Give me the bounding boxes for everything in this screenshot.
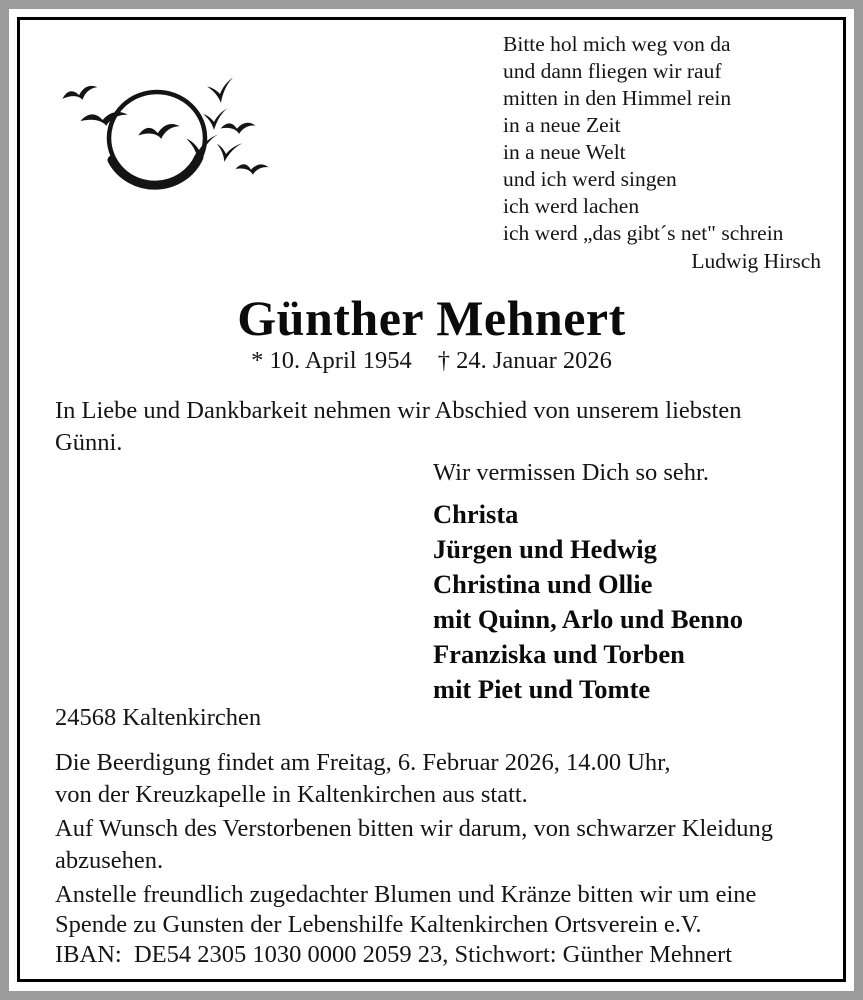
bird-icon bbox=[235, 160, 269, 177]
bird-icon bbox=[80, 110, 127, 127]
bird-icon bbox=[138, 124, 179, 139]
poem-line: Bitte hol mich weg von da bbox=[503, 32, 731, 56]
city-line: 24568 Kaltenkirchen bbox=[55, 704, 262, 731]
bird-icon bbox=[220, 119, 256, 136]
deceased-name: Günther Mehnert bbox=[237, 290, 626, 346]
notice-border-frame bbox=[17, 17, 846, 982]
donation-paragraph bbox=[55, 880, 756, 970]
mourner-line: mit Piet und Tomte bbox=[433, 674, 651, 704]
poem-line: und dann fliegen wir rauf bbox=[503, 59, 722, 83]
death-date: † 24. Januar 2026 bbox=[437, 347, 612, 374]
poem-attribution: Ludwig Hirsch bbox=[691, 249, 821, 273]
poem-line: ich werd „das gibt´s net" schrein bbox=[503, 221, 784, 245]
poem-line: und ich werd singen bbox=[503, 167, 677, 191]
funeral-line: von der Kreuzkapelle in Kaltenkirchen aus statt. bbox=[55, 781, 528, 808]
poem-line: in a neue Welt bbox=[503, 140, 626, 164]
mourner-line: Jürgen und Hedwig bbox=[433, 534, 657, 564]
farewell-line: Wir vermissen Dich so sehr. bbox=[433, 459, 709, 486]
sun-with-birds-icon bbox=[55, 78, 275, 190]
mourners-list bbox=[433, 497, 743, 707]
clothing-line: abzusehen. bbox=[55, 847, 164, 874]
bird-icon bbox=[214, 138, 243, 165]
intro-line: In Liebe und Dankbarkeit nehmen wir Abschied von unserem liebsten bbox=[55, 397, 742, 424]
donation-line: Anstelle freundlich zugedachter Blumen und Kränze bitten wir um eine bbox=[55, 881, 757, 908]
sun-circle-brushstroke bbox=[112, 157, 199, 185]
bird-icon bbox=[61, 85, 98, 102]
intro-paragraph bbox=[55, 395, 742, 459]
donation-iban-line: IBAN: DE54 2305 1030 0000 2059 23, Stichwort: Günther Mehnert bbox=[55, 941, 733, 968]
life-dates bbox=[20, 346, 843, 376]
mourner-line: Franziska und Torben bbox=[433, 639, 685, 669]
bird-icon bbox=[206, 78, 236, 104]
obituary-paper bbox=[9, 9, 854, 991]
funeral-paragraph bbox=[55, 747, 670, 811]
clothing-line: Auf Wunsch des Verstorbenen bitten wir darum, von schwarzer Kleidung bbox=[55, 815, 773, 842]
poem-line: in a neue Zeit bbox=[503, 113, 621, 137]
mourner-line: Christa bbox=[433, 499, 519, 529]
birth-date: * 10. April 1954 bbox=[251, 347, 412, 374]
poem-line: mitten in den Himmel rein bbox=[503, 86, 732, 110]
mourner-line: Christina und Ollie bbox=[433, 569, 653, 599]
funeral-line: Die Beerdigung findet am Freitag, 6. Februar 2026, 14.00 Uhr, bbox=[55, 749, 671, 776]
poem-line: ich werd lachen bbox=[503, 194, 640, 218]
clothing-paragraph bbox=[55, 813, 773, 877]
poem bbox=[503, 31, 821, 275]
intro-line: Günni. bbox=[55, 429, 123, 456]
donation-line: Spende zu Gunsten der Lebenshilfe Kaltenkirchen Ortsverein e.V. bbox=[55, 911, 702, 938]
mourner-line: mit Quinn, Arlo und Benno bbox=[433, 604, 744, 634]
